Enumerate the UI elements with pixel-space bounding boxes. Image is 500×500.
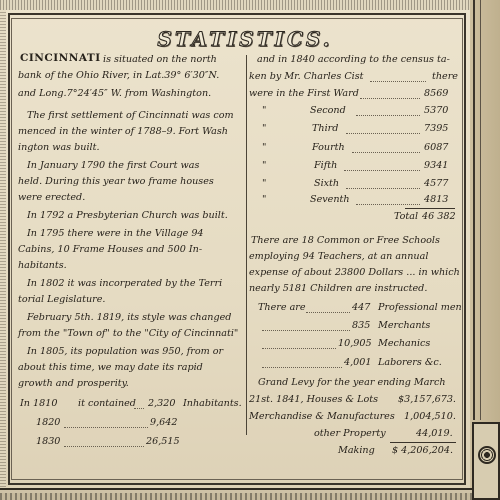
population-value: 26,515 — [146, 436, 180, 447]
text-line: February 5th. 1819, its style was changed — [27, 312, 232, 323]
text-line: nearly 5181 Children are instructed. — [249, 283, 428, 294]
text-line: ken by Mr. Charles Cist — [249, 71, 364, 82]
profession-value: 10,905 — [338, 338, 372, 349]
rosette-icon — [478, 446, 496, 464]
ditto-mark: " — [262, 178, 267, 189]
corner-rosette — [472, 422, 500, 500]
right-border-rule-inner — [480, 0, 481, 420]
text-line: In 1805, its population was 950, from or — [27, 346, 224, 357]
page-title: STATISTICS. — [157, 27, 333, 51]
population-text: it contained — [78, 398, 136, 409]
levy-label: 21st. 1841, Houses & Lots — [249, 394, 379, 405]
left-engraved-border — [0, 10, 6, 490]
text-line: In 1795 there were in the Village 94 — [27, 228, 204, 239]
ward-value: 8569 — [424, 88, 449, 99]
text-line: In 1802 it was incorperated by the Terri — [27, 278, 223, 289]
levy-value: $ 4,206,204. — [392, 445, 454, 456]
column-divider — [246, 55, 247, 435]
dot-leader — [346, 132, 420, 134]
text-line: In January 1790 the first Court was — [27, 160, 200, 171]
text-line: torial Legislature. — [18, 294, 106, 305]
ward-name: Third — [312, 123, 339, 134]
ward-value: 4813 — [424, 194, 449, 205]
population-suffix: Inhabitants. — [183, 398, 242, 409]
dot-leader — [344, 169, 420, 171]
levy-value: $3,157,673. — [398, 394, 456, 405]
ward-value: 5370 — [424, 105, 449, 116]
population-year: In 1810 — [20, 398, 58, 409]
text-line: were in the First Ward — [249, 88, 359, 99]
text-line: Grand Levy for the year ending March — [258, 377, 446, 388]
dot-leader — [356, 114, 420, 116]
profession-label: Professional men — [378, 302, 462, 313]
right-border-rule — [473, 0, 475, 420]
total-label: Total — [394, 211, 419, 222]
dot-leader — [64, 426, 148, 428]
text-line: ington was built. — [18, 142, 100, 153]
ward-value: 6087 — [424, 142, 449, 153]
total-value: 46 382 — [422, 211, 456, 222]
text-line: is situated on the north — [103, 54, 217, 65]
levy-label: Merchandise & Manufactures — [249, 411, 395, 422]
text-line: there — [432, 71, 458, 82]
dot-leader — [262, 329, 350, 331]
ward-name: Sixth — [314, 178, 340, 189]
ward-name: Fifth — [314, 160, 338, 171]
ward-value: 9341 — [424, 160, 449, 171]
ward-value: 7395 — [424, 123, 449, 134]
population-value: 9,642 — [150, 417, 178, 428]
profession-value: 4,001 — [344, 357, 372, 368]
dot-leader — [352, 151, 420, 153]
text-line: and Long.7°24′45″ W. from Washington. — [18, 88, 212, 99]
city-name: CINCINNATI — [20, 52, 101, 64]
population-year: 1830 — [36, 436, 61, 447]
dot-leader — [262, 366, 342, 368]
bottom-border-hatching — [0, 493, 472, 500]
dot-leader — [346, 187, 420, 189]
text-line: In 1792 a Presbyterian Church was built. — [27, 210, 228, 221]
population-value: 2,320 — [148, 398, 176, 409]
ward-name: Second — [310, 105, 346, 116]
ditto-mark: " — [262, 160, 267, 171]
ditto-mark: " — [262, 123, 267, 134]
top-engraved-border — [0, 0, 500, 10]
profession-value: 835 — [352, 320, 371, 331]
ditto-mark: " — [262, 105, 267, 116]
dot-leader — [356, 203, 420, 205]
profession-label: Merchants — [378, 320, 431, 331]
dot-leader — [370, 80, 426, 82]
text-line: The first settlement of Cincinnati was com — [27, 110, 234, 121]
text-line: expense of about 23800 Dollars ... in which — [249, 267, 460, 278]
text-line: about this time, we may date its rapid — [18, 362, 203, 373]
text-line: bank of the Ohio River, in Lat.39° 6′30″N. — [18, 70, 220, 81]
profession-value: 447 — [352, 302, 371, 313]
text-line: menced in the winter of 1788–9. Fort Wash — [18, 126, 228, 137]
levy-sum-rule — [390, 442, 456, 443]
levy-label: other Property — [314, 428, 386, 439]
dot-leader — [64, 445, 144, 447]
dot-leader — [262, 347, 336, 349]
text-line: held. During this year two frame houses — [18, 176, 214, 187]
text-line: There are 18 Common or Free Schools — [251, 235, 440, 246]
ward-name: Seventh — [310, 194, 350, 205]
text-line: and in 1840 according to the census ta- — [257, 54, 450, 65]
text-line: were erected. — [18, 192, 86, 203]
profession-label: Mechanics — [378, 338, 431, 349]
ditto-mark: " — [262, 142, 267, 153]
text-line: growth and prosperity. — [18, 378, 129, 389]
ward-value: 4577 — [424, 178, 449, 189]
dot-leader — [306, 311, 350, 313]
total-rule — [405, 208, 455, 209]
professions-intro: There are — [258, 302, 306, 313]
profession-label: Laborers &c. — [378, 357, 442, 368]
dot-leader — [134, 407, 144, 409]
text-line: Cabins, 10 Frame Houses and 500 In- — [18, 244, 203, 255]
ward-name: Fourth — [312, 142, 345, 153]
text-line: from the "Town of" to the "City of Cincinnati" — [18, 328, 239, 339]
dot-leader — [360, 97, 420, 99]
levy-value: 44,019. — [416, 428, 453, 439]
levy-value: 1,004,510. — [404, 411, 456, 422]
text-line: employing 94 Teachers, at an annual — [249, 251, 429, 262]
ditto-mark: " — [262, 194, 267, 205]
population-year: 1820 — [36, 417, 61, 428]
text-line: habitants. — [18, 260, 67, 271]
levy-label: Making — [338, 445, 375, 456]
